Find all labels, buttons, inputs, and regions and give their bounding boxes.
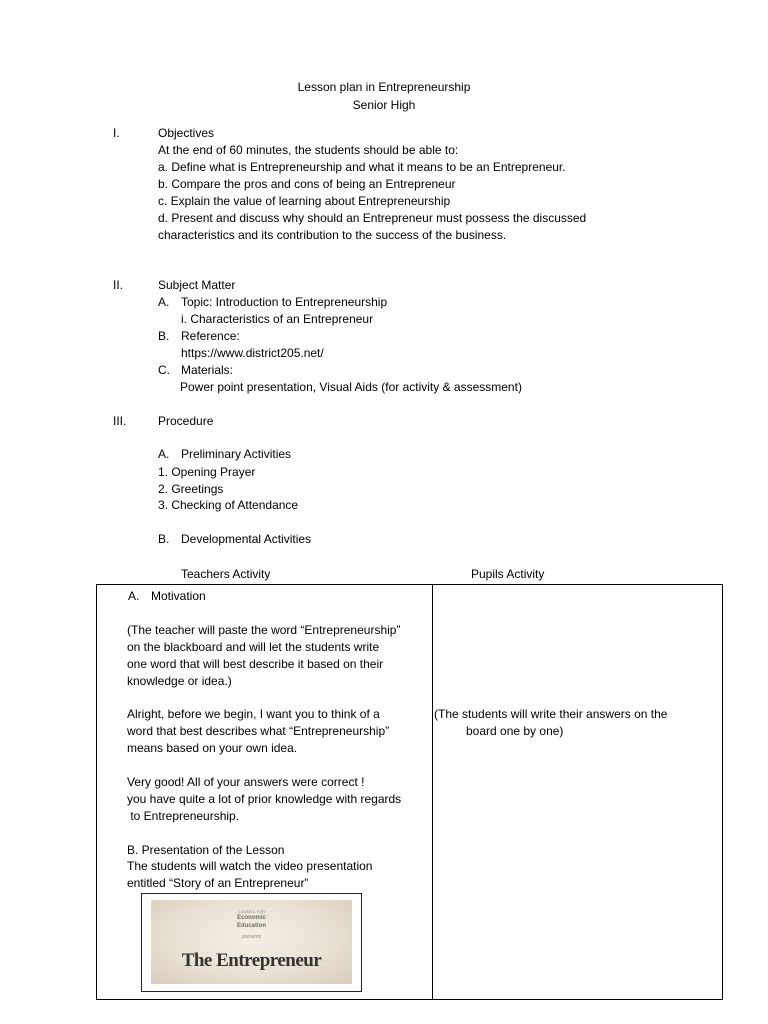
teacher-line: Alright, before we begin, I want you to think of a	[127, 707, 380, 721]
presentation-line: entitled “Story of an Entrepreneur”	[127, 876, 309, 890]
subject-matter-numeral: II.	[113, 278, 124, 292]
objectives-line: d. Present and discuss why should an Entrepreneur must possess the discussed	[158, 211, 587, 225]
topic-text: Topic: Introduction to Entrepreneurship	[181, 295, 388, 309]
materials-value: Power point presentation, Visual Aids (for activity & assessment)	[180, 380, 522, 394]
developmental-letter: B.	[158, 532, 170, 546]
preliminary-item: 2. Greetings	[158, 482, 224, 496]
pupil-activity-header: Pupils Activity	[471, 567, 545, 581]
pupil-line: board one by one)	[466, 724, 564, 738]
objectives-line: b. Compare the pros and cons of being an Entrepreneur	[158, 177, 456, 191]
pupil-line: (The students will write their answers on the	[434, 707, 668, 721]
preliminary-item: 1. Opening Prayer	[158, 465, 256, 479]
preliminary-item: 3. Checking of Attendance	[158, 498, 299, 512]
preliminary-heading: Preliminary Activities	[181, 447, 292, 461]
thumbnail-presents-text: presents	[241, 934, 262, 940]
teacher-activity-header: Teachers Activity	[181, 567, 271, 581]
video-thumbnail[interactable]	[141, 893, 362, 992]
objectives-heading: Objectives	[158, 126, 215, 140]
objectives-numeral: I.	[113, 126, 120, 140]
objectives-line: a. Define what is Entrepreneurship and what it means to be an Entrepreneur.	[158, 160, 566, 174]
teacher-line: knowledge or idea.)	[127, 674, 232, 688]
teacher-line: one word that will best describe it based on their	[127, 657, 384, 671]
materials-letter: C.	[158, 363, 170, 377]
developmental-heading: Developmental Activities	[181, 532, 312, 546]
reference-label: Reference:	[181, 329, 240, 343]
preliminary-letter: A.	[158, 447, 170, 461]
teacher-line: Very good! All of your answers were correct !	[127, 775, 365, 789]
topic-letter: A.	[158, 295, 170, 309]
document-title: Lesson plan in Entrepreneurship	[297, 80, 471, 94]
thumbnail-economic-text: Economic	[237, 915, 266, 921]
teacher-line: on the blackboard and will let the students write	[127, 640, 380, 654]
teacher-line: means based on your own idea.	[127, 741, 298, 755]
teacher-line: (The teacher will paste the word “Entrepreneurship”	[127, 623, 401, 637]
reference-url[interactable]: https://www.district205.net/	[181, 346, 324, 360]
subject-matter-heading: Subject Matter	[158, 278, 236, 292]
teacher-line: word that best describes what “Entrepreneurship”	[127, 724, 390, 738]
presentation-line: The students will watch the video presentation	[127, 859, 373, 873]
procedure-heading: Procedure	[158, 414, 214, 428]
materials-label: Materials:	[181, 363, 234, 377]
objectives-line: characteristics and its contribution to the success of the business.	[158, 228, 507, 242]
table-column-divider	[432, 584, 433, 1000]
teacher-line: you have quite a lot of prior knowledge with regards	[127, 792, 402, 806]
topic-subitem: i. Characteristics of an Entrepreneur	[181, 312, 374, 326]
thumbnail-council-text: COUNCIL FOR	[237, 909, 266, 914]
thumbnail-title: The Entrepreneur	[181, 950, 322, 971]
document-subtitle: Senior High	[352, 98, 416, 112]
teacher-line: to Entrepreneurship.	[127, 809, 240, 823]
motivation-letter: A.	[128, 589, 140, 603]
objectives-line: c. Explain the value of learning about Entrepreneurship	[158, 194, 451, 208]
video-thumbnail-image	[151, 900, 352, 984]
thumbnail-education-text: Education	[236, 923, 266, 929]
presentation-heading: B. Presentation of the Lesson	[127, 843, 285, 857]
motivation-heading: Motivation	[151, 589, 206, 603]
reference-letter: B.	[158, 329, 170, 343]
objectives-line: At the end of 60 minutes, the students should be able to:	[158, 143, 459, 157]
procedure-numeral: III.	[113, 414, 127, 428]
